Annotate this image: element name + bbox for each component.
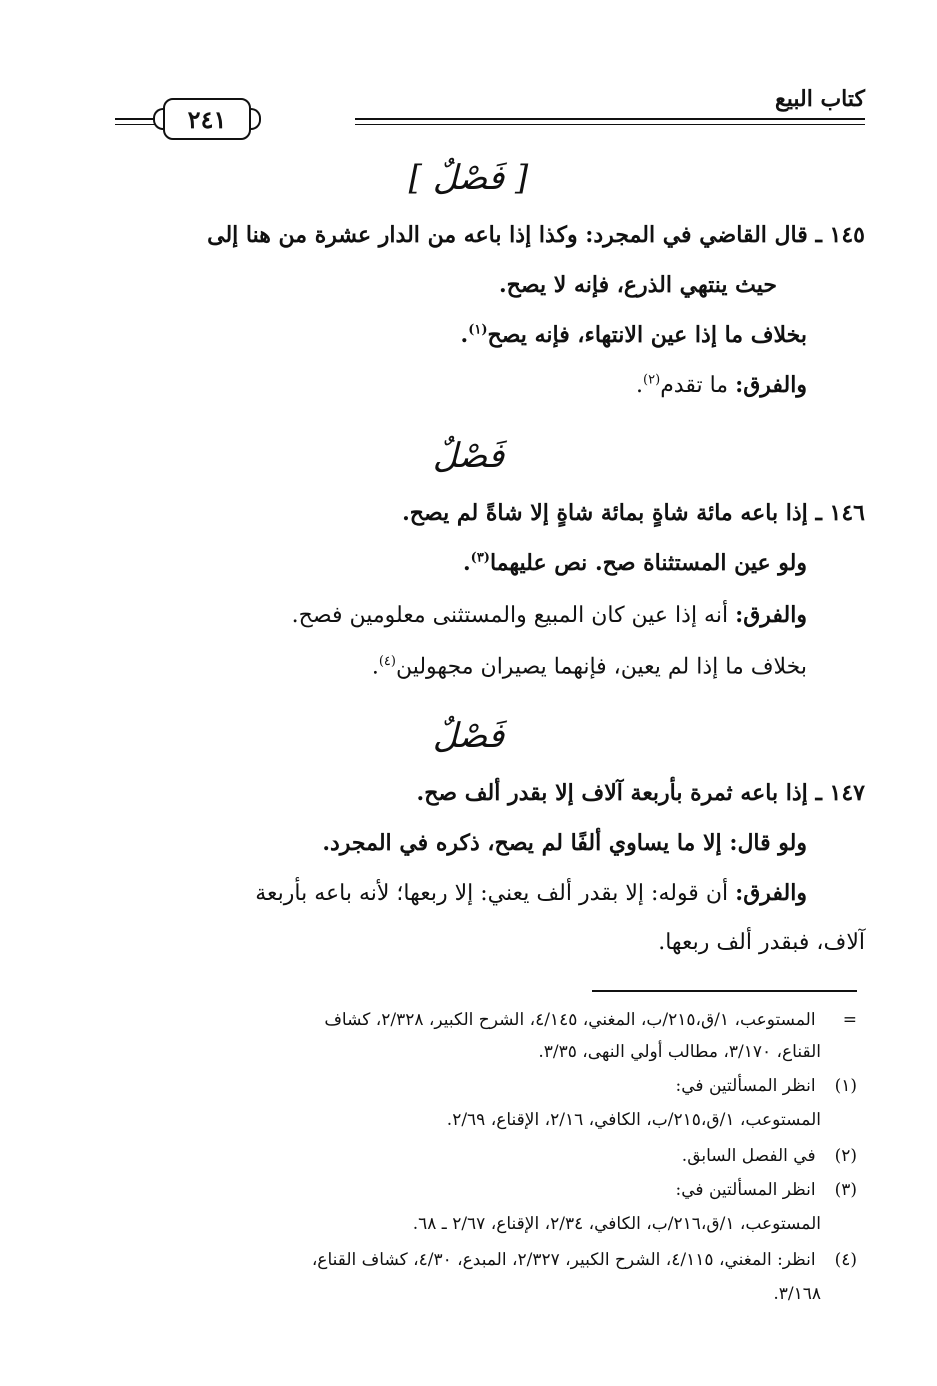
header-rule <box>115 118 155 120</box>
paragraph-line <box>461 322 807 348</box>
section-heading: [ فَصْلٌ ] <box>408 158 529 198</box>
footnote-marker: (١) <box>834 1076 857 1096</box>
period: . <box>371 654 379 680</box>
footnote-line <box>682 1146 857 1166</box>
footnote-text: المستوعب، ١/ق،٢١٦/ب، الكافي، ٢/٣٤، الإقناع، ٢/٦٧ ـ ٦٨. <box>412 1214 821 1234</box>
header-rule <box>115 124 155 125</box>
paragraph-line <box>372 654 807 679</box>
item-number: ١٤٥ ـ <box>815 222 865 248</box>
period: . <box>460 322 469 348</box>
paragraph-line <box>207 222 865 248</box>
item-text: قال القاضي في المجرد: وكذا إذا باعه من الدار عشرة من هنا إلى <box>207 222 808 248</box>
footnote-marker: = <box>842 1010 857 1030</box>
footnote-text: المستوعب، ١/ق،٢١٥/ب، المغني، ٤/١٤٥، الشرح الكبير، ٢/٣٢٨، كشاف <box>324 1010 816 1030</box>
footnote-text: انظر المسألتين في: <box>675 1180 816 1200</box>
page-number: ٢٤١ <box>187 104 227 134</box>
footnote-ref: (٣) <box>470 550 490 566</box>
footnote-line <box>773 1284 821 1304</box>
difference-label: والفرق: <box>735 880 807 906</box>
item-number: ١٤٦ ـ <box>815 500 865 526</box>
paragraph-line: آلاف، فبقدر ألف ربعها. <box>658 930 865 955</box>
footnote-ref: (٤) <box>378 654 396 669</box>
page-header <box>115 78 865 138</box>
difference-label: والفرق: <box>735 602 807 628</box>
footnote-marker: (٣) <box>834 1180 857 1200</box>
header-rule <box>355 124 865 125</box>
footnote-line <box>324 1010 857 1030</box>
header-rule <box>355 118 865 120</box>
difference-label: والفرق: <box>735 372 807 398</box>
paragraph-line: حيث ينتهي الذرع، فإنه لا يصح. <box>499 272 777 298</box>
section-heading: فَصْلٌ <box>432 436 505 476</box>
footnote-marker: (٢) <box>834 1146 857 1166</box>
footnote-text: ٣/١٦٨. <box>773 1284 821 1304</box>
paragraph-line <box>463 550 807 576</box>
item-text: أن قوله: إلا بقدر ألف يعني: إلا ربعها؛ لأنه باعه بأربعة <box>255 881 729 906</box>
footnote-line <box>413 1214 821 1234</box>
footnote-line <box>447 1110 821 1130</box>
page-number-frame <box>163 98 251 140</box>
footnote-ref: (١) <box>468 322 488 338</box>
period: . <box>636 373 644 398</box>
running-title: كتاب البيع <box>775 86 865 112</box>
paragraph-line <box>402 500 865 526</box>
footnote-separator <box>592 990 857 992</box>
footnote-line <box>312 1250 857 1270</box>
item-number: ١٤٧ ـ <box>815 780 865 806</box>
period: . <box>462 550 471 576</box>
item-text: إذا باعه ثمرة بأربعة آلاف إلا بقدر ألف صح. <box>416 780 808 806</box>
paragraph-line: ولو قال: إلا ما يساوي ألفًا لم يصح، ذكره في المجرد. <box>322 830 807 856</box>
footnote-text: المستوعب، ١/ق،٢١٥/ب، الكافي، ٢/١٦، الإقناع، ٢/٦٩. <box>446 1110 821 1130</box>
section-heading: فَصْلٌ <box>432 716 505 756</box>
footnote-line <box>676 1076 857 1096</box>
footnote-line <box>538 1042 821 1062</box>
paragraph-line <box>255 880 807 906</box>
footnote-marker: (٤) <box>834 1250 857 1270</box>
footnote-line <box>676 1180 857 1200</box>
footnote-text: انظر المسألتين في: <box>675 1076 816 1096</box>
item-text: إذا باعه مائة شاةٍ بمائة شاةٍ إلا شاةً لم يصح. <box>402 500 808 526</box>
item-text: ما تقدم <box>660 373 729 398</box>
paragraph-line <box>417 780 865 806</box>
item-text: أنه إذا عين كان المبيع والمستثنى معلومين فصح. <box>291 603 729 628</box>
footnote-text: القناع، ٣/١٧٠، مطالب أولي النهى، ٣/٣٥. <box>538 1042 821 1062</box>
item-text: بخلاف ما إذا لم يعين، فإنهما يصيران مجهولين <box>395 654 807 680</box>
paragraph-line <box>636 372 807 398</box>
item-text: ولو عين المستثناة صح. نص عليهما <box>489 550 807 576</box>
footnote-ref: (٢) <box>643 372 661 388</box>
footnote-text: انظر: المغني، ٤/١١٥، الشرح الكبير، ٢/٣٢٧، المبدع، ٤/٣٠، كشاف القناع، <box>311 1250 816 1270</box>
paragraph-line <box>292 602 807 628</box>
footnote-text: في الفصل السابق. <box>681 1146 816 1166</box>
item-text: بخلاف ما إذا عين الانتهاء، فإنه يصح <box>487 322 807 348</box>
